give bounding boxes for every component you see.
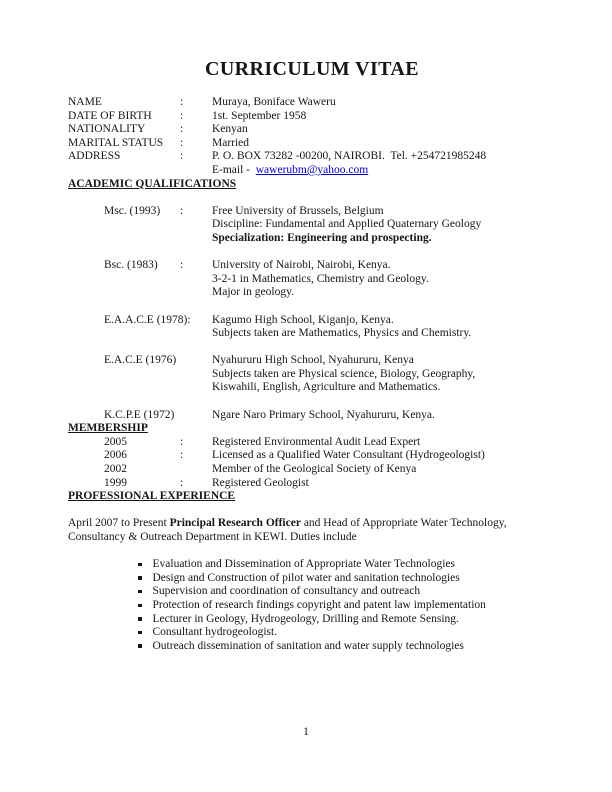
field-label: NATIONALITY <box>68 123 146 136</box>
duties-list <box>68 558 556 653</box>
field-value: 1st. September 1958 <box>212 109 307 122</box>
job-title: Principal Research Officer <box>169 517 301 530</box>
membership-year: 1999 <box>104 476 127 489</box>
qualification-line: University of Nairobi, Nairobi, Kenya. <box>212 259 391 272</box>
qualification-line: Discipline: Fundamental and Applied Quaternary Geology <box>212 218 482 231</box>
qualification-label: E.A.C.E (1976) <box>104 354 177 367</box>
duty-item <box>68 585 556 599</box>
square-bullet-icon <box>138 604 142 608</box>
academic-entry-eaace <box>68 314 556 341</box>
duty-text: Outreach dissemination of sanitation and water supply technologies <box>152 639 464 652</box>
duty-item <box>68 558 556 572</box>
field-label: DATE OF BIRTH <box>68 109 152 122</box>
qualification-line: Subjects taken are Mathematics, Physics and Chemistry. <box>212 327 472 340</box>
academic-entry-eace <box>68 354 556 395</box>
field-colon: : <box>180 96 184 108</box>
qualification-label: Msc. (1993) <box>104 204 161 217</box>
personal-row-dob <box>68 110 556 124</box>
field-colon: : <box>180 136 184 149</box>
membership-value: Registered Geologist <box>212 476 309 489</box>
academic-section <box>68 205 556 423</box>
square-bullet-icon <box>138 644 142 648</box>
square-bullet-icon <box>138 617 142 621</box>
field-colon <box>180 164 212 178</box>
duty-item <box>68 640 556 654</box>
personal-row-address <box>68 150 556 164</box>
qualification-line: Kiswahili, English, Agriculture and Mathematics. <box>212 381 441 394</box>
square-bullet-icon <box>138 563 142 567</box>
field-value: Kenyan <box>212 123 248 136</box>
intro-text: April 2007 to Present <box>68 517 170 530</box>
duty-text: Lecturer in Geology, Hydrogeology, Drilling and Remote Sensing. <box>152 612 459 625</box>
academic-entry-kcpe <box>68 409 556 423</box>
duty-text: Evaluation and Dissemination of Appropriate Water Technologies <box>152 558 456 571</box>
duty-item <box>68 626 556 640</box>
duty-text: Design and Construction of pilot water and sanitation technologies <box>152 571 460 584</box>
page-title: CURRICULUM VITAE <box>204 58 419 80</box>
duty-text: Protection of research findings copyright and patent law implementation <box>152 598 486 611</box>
field-label: MARITAL STATUS <box>68 136 164 149</box>
qualification-line: Major in geology. <box>212 286 294 299</box>
section-heading-academic-qualifications: ACADEMIC QUALIFICATIONS <box>68 177 237 190</box>
duty-item <box>68 599 556 613</box>
qualification-line: 3-2-1 in Mathematics, Chemistry and Geology. <box>212 272 429 285</box>
qualification-label: E.A.A.C.E (1978): <box>104 313 191 326</box>
duty-item <box>68 572 556 586</box>
membership-value: Member of the Geological Society of Kenya <box>212 463 417 476</box>
square-bullet-icon <box>138 590 142 594</box>
section-heading-professional-experience: PROFESSIONAL EXPERIENCE <box>68 490 236 503</box>
field-value: P. O. BOX 73282 -00200, NAIROBI. Tel. +254721985248 <box>212 150 487 163</box>
membership-year: 2002 <box>104 463 127 476</box>
square-bullet-icon <box>138 631 142 635</box>
email-prefix: E-mail - <box>212 163 256 176</box>
personal-row-nationality <box>68 123 556 137</box>
duty-text: Consultant hydrogeologist. <box>152 626 278 639</box>
field-label: NAME <box>68 96 102 108</box>
duty-text: Supervision and coordination of consultancy and outreach <box>152 585 421 598</box>
qualification-colon: : <box>180 204 184 217</box>
field-colon: : <box>180 150 184 163</box>
personal-row-email <box>68 164 556 178</box>
experience-intro-paragraph <box>68 517 556 544</box>
field-value: Married <box>212 136 250 149</box>
field-value: Muraya, Boniface Waweru <box>212 96 336 108</box>
academic-entry-msc <box>68 205 556 246</box>
personal-info-section <box>68 96 556 178</box>
membership-row: 2005 : Registered Environmental Audit Lead Expert <box>68 436 556 450</box>
membership-value: Registered Environmental Audit Lead Expert <box>212 435 421 448</box>
membership-value: Licensed as a Qualified Water Consultant (Hydrogeologist) <box>212 449 485 462</box>
membership-row: 2006 : Licensed as a Qualified Water Consultant (Hydrogeologist) <box>68 449 556 463</box>
academic-entry-bsc <box>68 259 556 300</box>
membership-year: 2006 <box>104 449 127 462</box>
membership-row: 1999 : Registered Geologist <box>68 477 556 491</box>
qualification-label: Bsc. (1983) <box>104 259 158 272</box>
qualification-colon: : <box>180 259 184 272</box>
membership-row <box>68 463 556 477</box>
membership-section <box>68 436 556 490</box>
personal-row-marital-status <box>68 137 556 151</box>
personal-row-name <box>68 96 556 110</box>
intro-text: and Head of Appropriate Water Technology, Consultancy & Outreach Department in KEWI. Duties include <box>68 517 510 543</box>
field-label <box>68 164 180 178</box>
membership-year: 2005 <box>104 435 127 448</box>
field-label: ADDRESS <box>68 150 121 163</box>
qualification-label: K.C.P.E (1972) <box>104 408 175 421</box>
field-colon: : <box>180 123 184 136</box>
field-colon: : <box>180 109 184 122</box>
square-bullet-icon <box>138 576 142 580</box>
qualification-line: Ngare Naro Primary School, Nyahururu, Kenya. <box>212 408 435 421</box>
qualification-line-specialization: Specialization: Engineering and prospecting. <box>212 231 432 244</box>
section-heading-membership: MEMBERSHIP <box>68 422 148 435</box>
qualification-line: Free University of Brussels, Belgium <box>212 204 384 217</box>
page-number: 1 <box>303 726 309 738</box>
field-value <box>212 164 556 178</box>
duty-item <box>68 613 556 627</box>
qualification-line: Subjects taken are Physical science, Biology, Geography, <box>212 367 476 380</box>
qualification-line: Nyahururu High School, Nyahururu, Kenya <box>212 354 414 367</box>
email-link[interactable]: wawerubm@yahoo.com <box>255 163 369 176</box>
qualification-line: Kagumo High School, Kiganjo, Kenya. <box>212 313 394 326</box>
